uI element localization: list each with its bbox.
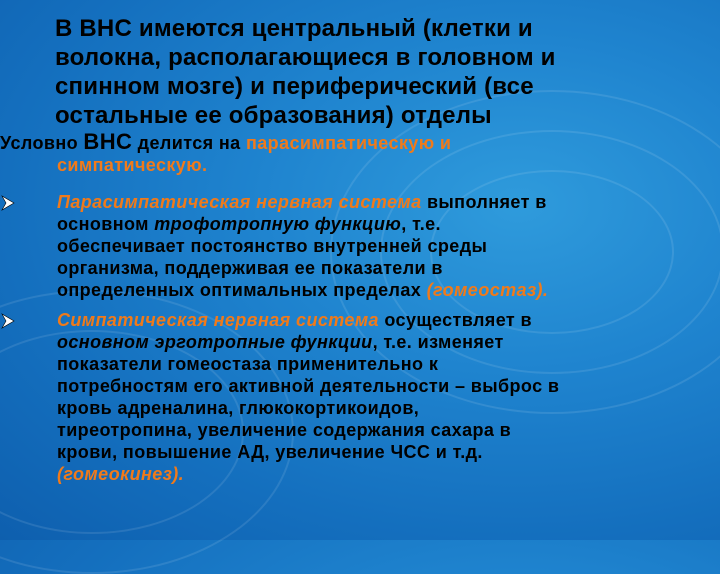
- arrowhead-bullet-icon: [1, 194, 15, 210]
- sympathetic-term: Симпатическая нервная система: [57, 310, 379, 330]
- bullet-parasympathetic: [0, 191, 700, 301]
- division-middle: делится на: [132, 133, 246, 153]
- division-prefix: Условно: [0, 133, 84, 153]
- division-highlight-1: парасимпатическую и: [246, 133, 452, 153]
- bullet1-line4: организма, поддерживая ее показатели в: [57, 258, 443, 278]
- homeostasis-term: (гомеостаз).: [426, 280, 549, 300]
- ergotropic-functions: основном эрготропные функции: [57, 332, 373, 352]
- bullet1-line1-rest: выполняет в: [421, 192, 547, 212]
- bullet1-line2-b: , т.е.: [401, 214, 441, 234]
- division-paragraph: [0, 131, 700, 176]
- bullet2-line5: кровь адреналина, глюкокортикоидов,: [57, 398, 420, 418]
- bullet2-line6: тиреотропина, увеличение содержания сахара в: [57, 420, 512, 440]
- intro-line: остальные ее образования) отделы: [55, 102, 492, 129]
- arrowhead-bullet-icon: [1, 312, 15, 328]
- bullet2-line7: крови, повышение АД, увеличение ЧСС и т.д.: [57, 442, 483, 462]
- homeokinesis-term: (гомеокинез).: [57, 464, 185, 484]
- bullet-sympathetic: [0, 309, 700, 485]
- bullet1-line2-a: основном: [57, 214, 155, 234]
- bullet2-line3: показатели гомеостаза применительно к: [57, 354, 439, 374]
- division-highlight-2: симпатическую.: [57, 155, 208, 175]
- intro-line: спинном мозге) и периферический (все: [55, 73, 534, 100]
- parasympathetic-term: Парасимпатическая нервная система: [57, 192, 422, 212]
- division-line-1: [0, 131, 700, 154]
- bullet1-line5-a: определенных оптимальных пределах: [57, 280, 427, 300]
- bullet2-line4: потребностям его активной деятельности – выброс в: [57, 376, 560, 396]
- intro-line: волокна, располагающиеся в головном и: [55, 44, 556, 71]
- bullet2-line1-rest: осуществляет в: [378, 310, 532, 330]
- bullet2-line2-b: , т.е. изменяет: [372, 332, 504, 352]
- intro-line: В ВНС имеются центральный (клетки и: [55, 15, 533, 42]
- bullet1-line3: обеспечивает постоянство внутренней среды: [57, 236, 488, 256]
- intro-paragraph: [55, 14, 695, 130]
- vns-abbreviation: ВНС: [83, 129, 133, 154]
- trophotropic-function: трофотропную функцию: [154, 214, 402, 234]
